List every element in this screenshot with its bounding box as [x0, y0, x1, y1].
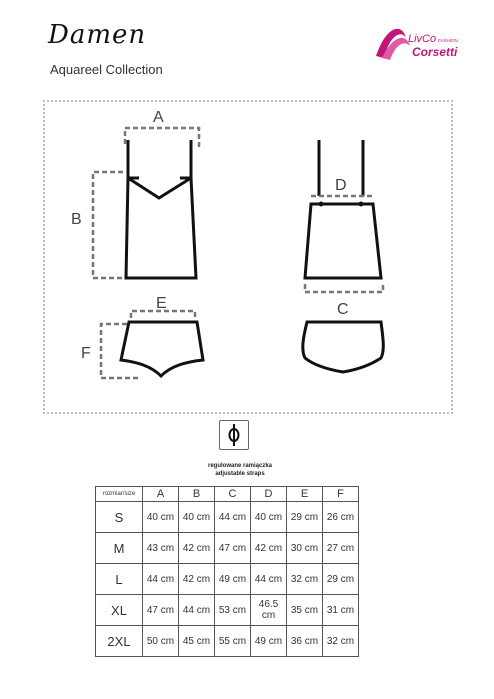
label-e: E: [156, 295, 167, 312]
size-table-header: [96, 487, 359, 502]
value-cell: 40 cm: [179, 502, 215, 533]
dimension-f-line: [101, 324, 139, 378]
column-header: A: [143, 487, 179, 502]
value-cell: 43 cm: [143, 533, 179, 564]
size-cell: 2XL: [96, 626, 143, 657]
value-cell: 29 cm: [323, 564, 359, 595]
column-header: E: [287, 487, 323, 502]
adjustable-strap-icon: [220, 421, 248, 449]
size-table: [95, 486, 359, 657]
page-title: Damen: [48, 20, 147, 50]
logo-brand-line2: Corsetti: [412, 45, 458, 59]
value-cell: 44 cm: [179, 595, 215, 626]
value-cell: 50 cm: [143, 626, 179, 657]
briefs-back-outline: [303, 322, 383, 372]
table-row: [96, 564, 359, 595]
dimension-a-line: [125, 128, 199, 150]
value-cell: 49 cm: [215, 564, 251, 595]
value-cell: 46.5 cm: [251, 595, 287, 626]
column-header: C: [215, 487, 251, 502]
briefs-front-outline: [121, 322, 203, 376]
label-f: F: [81, 345, 91, 362]
value-cell: 31 cm: [323, 595, 359, 626]
value-cell: 42 cm: [251, 533, 287, 564]
label-a: A: [153, 109, 164, 126]
value-cell: 36 cm: [287, 626, 323, 657]
table-row: [96, 533, 359, 564]
chemise-front-outline: [126, 140, 196, 278]
label-c: C: [337, 301, 349, 318]
value-cell: 44 cm: [143, 564, 179, 595]
size-table-corner: rozmiar/size: [96, 487, 143, 502]
strap-note: [150, 462, 330, 478]
value-cell: 44 cm: [215, 502, 251, 533]
collection-subtitle: Aquareel Collection: [50, 62, 163, 77]
value-cell: 27 cm: [323, 533, 359, 564]
strap-note-pl: regulowane ramiączka: [207, 463, 273, 469]
size-cell: XL: [96, 595, 143, 626]
value-cell: 42 cm: [179, 564, 215, 595]
size-cell: M: [96, 533, 143, 564]
table-row: [96, 626, 359, 657]
value-cell: 42 cm: [179, 533, 215, 564]
column-header: D: [251, 487, 287, 502]
value-cell: 44 cm: [251, 564, 287, 595]
column-header: B: [179, 487, 215, 502]
logo-brand-line1: LivCo: [408, 33, 437, 45]
logo-tag: FASHION: [438, 38, 458, 43]
label-d: D: [335, 177, 347, 194]
label-b: B: [71, 211, 82, 228]
dimension-b-line: [93, 172, 123, 278]
value-cell: 47 cm: [215, 533, 251, 564]
size-cell: L: [96, 564, 143, 595]
value-cell: 49 cm: [251, 626, 287, 657]
value-cell: 40 cm: [143, 502, 179, 533]
value-cell: 35 cm: [287, 595, 323, 626]
strap-note-en: adjustable straps: [215, 471, 265, 477]
table-row: [96, 595, 359, 626]
size-cell: S: [96, 502, 143, 533]
value-cell: 30 cm: [287, 533, 323, 564]
value-cell: 45 cm: [179, 626, 215, 657]
value-cell: 55 cm: [215, 626, 251, 657]
dimension-c-line: [305, 284, 383, 292]
value-cell: 40 cm: [251, 502, 287, 533]
value-cell: 32 cm: [323, 626, 359, 657]
value-cell: 47 cm: [143, 595, 179, 626]
value-cell: 53 cm: [215, 595, 251, 626]
column-header: F: [323, 487, 359, 502]
value-cell: 26 cm: [323, 502, 359, 533]
value-cell: 32 cm: [287, 564, 323, 595]
adjustable-strap-icon-box: [219, 420, 249, 450]
dimension-e-line: [131, 311, 195, 318]
value-cell: 29 cm: [287, 502, 323, 533]
table-row: [96, 502, 359, 533]
chemise-back-outline: [305, 140, 381, 278]
brand-logo: [372, 18, 472, 68]
garment-diagram: [43, 100, 453, 414]
